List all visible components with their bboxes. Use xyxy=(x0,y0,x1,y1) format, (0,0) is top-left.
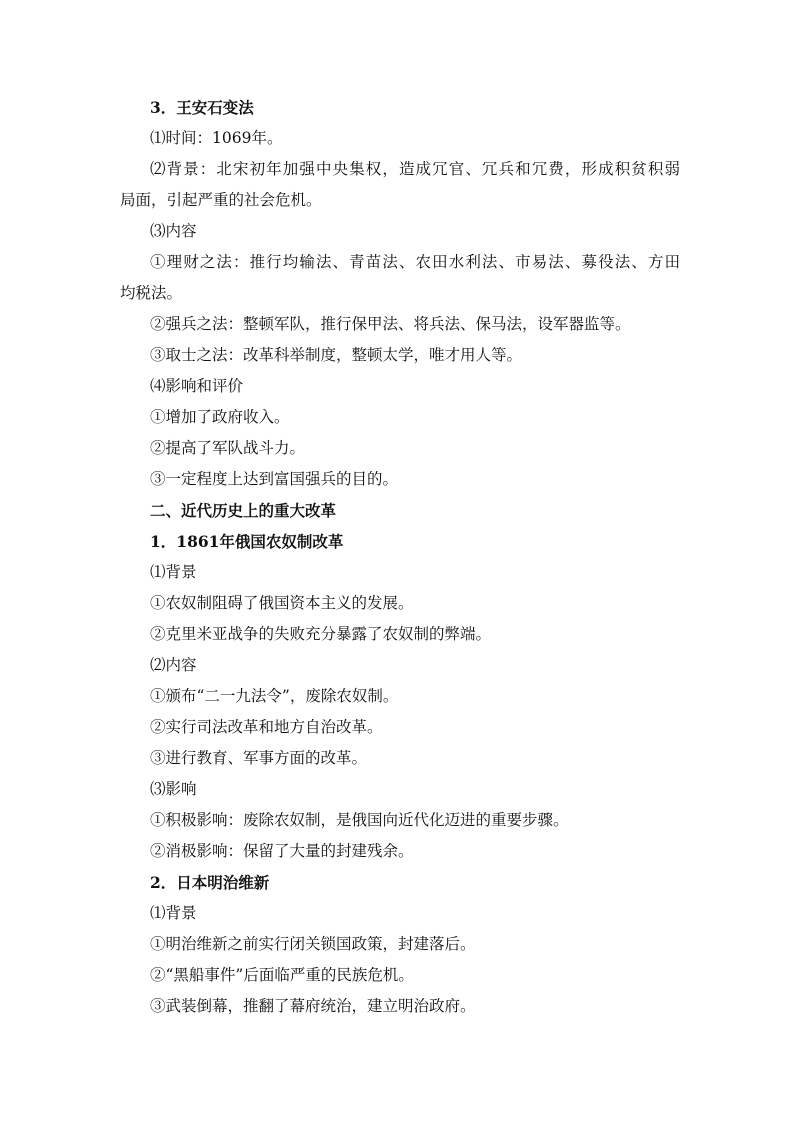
paragraph-line: ⑶内容 xyxy=(150,222,197,240)
document-body xyxy=(120,92,680,1022)
paragraph-line: ①农奴制阻碍了俄国资本主义的发展。 xyxy=(150,594,414,612)
paragraph-line: ⑵内容 xyxy=(150,656,197,674)
paragraph-line: ⑵背景：北宋初年加强中央集权，造成冗官、冗兵和冗费，形成积贫积弱 xyxy=(150,160,680,178)
paragraph-line: ⑷影响和评价 xyxy=(150,377,244,395)
section-heading-meiji-restoration: 2．日本明治维新 xyxy=(150,873,270,892)
chapter-heading-modern-reforms: 二、近代历史上的重大改革 xyxy=(150,501,337,520)
paragraph-line: ①颁布“二一九法令”，废除农奴制。 xyxy=(150,687,399,705)
paragraph-line: ⑴背景 xyxy=(150,563,197,581)
paragraph-line: ③取士之法：改革科举制度，整顿太学，唯才用人等。 xyxy=(150,346,523,364)
section-heading-russian-serf-reform: 1．1861年俄国农奴制改革 xyxy=(150,532,344,551)
paragraph-line: 局面，引起严重的社会危机。 xyxy=(120,191,322,209)
paragraph-line: 均税法。 xyxy=(120,284,183,302)
paragraph-line: ③进行教育、军事方面的改革。 xyxy=(150,749,368,767)
paragraph-line: ⑶影响 xyxy=(150,780,197,798)
paragraph-line: ①理财之法：推行均输法、青苗法、农田水利法、市易法、募役法、方田 xyxy=(150,253,680,271)
paragraph-line: ①积极影响：废除农奴制，是俄国向近代化迈进的重要步骤。 xyxy=(150,811,569,829)
paragraph-line: ③武装倒幕，推翻了幕府统治，建立明治政府。 xyxy=(150,997,476,1015)
paragraph-line: ②“黑船事件”后面临严重的民族危机。 xyxy=(150,966,414,984)
paragraph-line: ①明治维新之前实行闭关锁国政策，封建落后。 xyxy=(150,935,476,953)
paragraph-line: ②消极影响：保留了大量的封建残余。 xyxy=(150,842,414,860)
paragraph-line: ②提高了军队战斗力。 xyxy=(150,439,306,457)
paragraph-line: ①增加了政府收入。 xyxy=(150,408,290,426)
paragraph-line: ③一定程度上达到富国强兵的目的。 xyxy=(150,470,399,488)
paragraph-line: ②强兵之法：整顿军队，推行保甲法、将兵法、保马法，设军器监等。 xyxy=(150,315,631,333)
paragraph-line: ②实行司法改革和地方自治改革。 xyxy=(150,718,383,736)
section-heading-wang-anshi-reform: 3．王安石变法 xyxy=(150,98,254,117)
paragraph-line: ②克里米亚战争的失败充分暴露了农奴制的弊端。 xyxy=(150,625,492,643)
paragraph-line: ⑴时间：1069年。 xyxy=(150,129,283,147)
paragraph-line: ⑴背景 xyxy=(150,904,197,922)
